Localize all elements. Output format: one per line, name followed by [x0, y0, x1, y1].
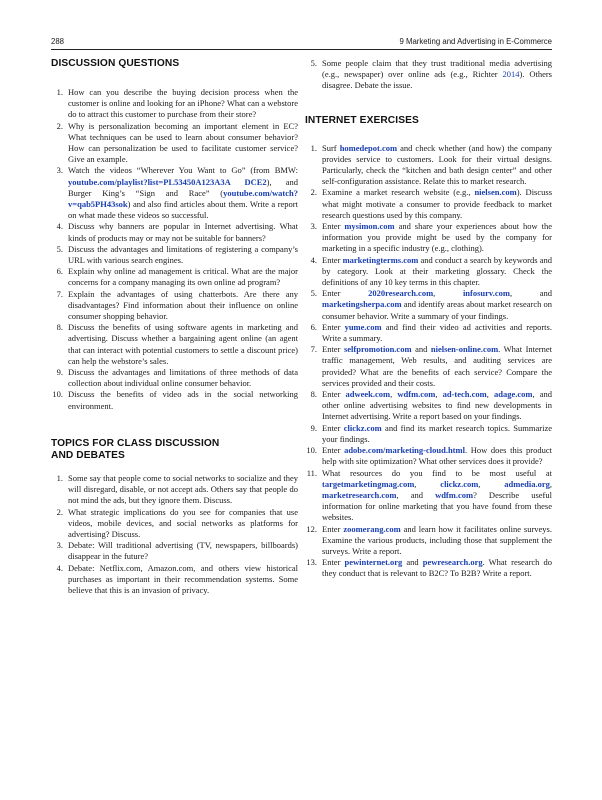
- list-item: 7. Explain the advantages of using chatterbots. Are there any disadvantages? Find information about their influence on online consumer shopping behavior.: [56, 288, 298, 322]
- web-link[interactable]: adobe.com/marketing-cloud.html: [344, 445, 465, 456]
- left-column: [51, 58, 298, 596]
- discussion-list: [51, 87, 298, 412]
- list-item: 1. Surf homedepot.com and check whether (and how) the company provides service to customers. Look for their virtual designs. Particularly, check the “kitchen and bath design center” and other self-configuration assistance. Relate this to market research.: [310, 142, 552, 187]
- list-item: 2. Why is personalization becoming an important element in EC? What techniques can be used to learn about consumer behavior? How can personalization be used to facilitate customer service? Give an example.: [56, 120, 298, 165]
- page-number: 288: [51, 37, 65, 46]
- web-link[interactable]: marketingterms.com: [342, 254, 419, 265]
- citation-link[interactable]: 2014: [502, 69, 520, 80]
- list-item: 1. Some say that people come to social networks to socialize and they will disregard, disable, or not accept ads. Others say that people do not mind the ads, but they ignore them. Discuss.: [56, 472, 298, 506]
- web-link[interactable]: adweek.com: [345, 389, 391, 400]
- web-link[interactable]: clickz.com: [440, 478, 479, 489]
- web-link[interactable]: admedia.org: [504, 478, 550, 489]
- web-link[interactable]: pewinternet.org: [344, 557, 403, 568]
- internet-list: [305, 143, 552, 580]
- list-item: 6. Explain why online ad management is critical. What are the major concerns for a company managing its own online ad program?: [56, 266, 298, 288]
- web-link[interactable]: zoomerang.com: [343, 523, 401, 534]
- list-item: 9. Enter clickz.com and find its market research topics. Summarize your findings.: [310, 422, 552, 444]
- web-link[interactable]: ad-tech.com: [442, 389, 487, 400]
- list-item: 4. Debate: Netflix.com, Amazon.com, and others view historical purchases as important in their recommendation systems. Some believe that this is an invasion of privacy.: [56, 562, 298, 595]
- list-item: 4. Enter marketingterms.com and conduct a search by keywords and by category. Look at their marketing glossary. Check the definitions of any 10 key terms in this chapter.: [310, 254, 552, 288]
- list-item: 10. Discuss the benefits of video ads in the social networking environment.: [52, 389, 298, 411]
- list-item: 3. Watch the videos “Wherever You Want to Go” (from BMW: youtube.com/playlist?list=PL53450A123A3A DCE2), and Burger King’s “Sign and Race” (youtube.com/watch?v=qab5PH43sok) and also find articles about them. Write a report on what made these videos so successful.: [56, 165, 298, 221]
- web-link[interactable]: marketingsherpa.com: [322, 299, 402, 310]
- list-item: 8. Enter adweek.com, wdfm.com, ad-tech.com, adage.com, and other online advertising websites to find new developments in Internet advertising. Write a report based on your findings.: [310, 389, 552, 422]
- internet-heading: INTERNET EXERCISES: [305, 114, 419, 126]
- list-item: 2. What strategic implications do you see for companies that use videos, mobile devices, and social networks as platforms for advertising? Discuss.: [56, 506, 298, 539]
- header-rule: [51, 49, 552, 50]
- list-item: 9. Discuss the advantages and limitations of three methods of data collection about individual online consumer behavior.: [56, 367, 298, 389]
- topics-list-continued: [305, 58, 552, 92]
- list-item: 13. Enter pewinternet.org and pewresearch.org. What research do they conduct that is relevant to B2C? To B2B? Write a report.: [306, 557, 552, 579]
- chapter-title: 9 Marketing and Advertising in E-Commerce: [399, 37, 552, 46]
- list-item: 3. Debate: Will traditional advertising (TV, newspapers, billboards) disappear in the future?: [56, 540, 298, 562]
- web-link[interactable]: infosurv.com: [462, 288, 510, 299]
- web-link[interactable]: adage.com: [494, 389, 533, 400]
- list-item: 5. Enter 2020research.com, infosurv.com, and marketingsherpa.com and identify areas about market research on consumer behavior. Write a summary of your findings.: [310, 288, 552, 321]
- list-item: 5. Discuss the advantages and limitations of registering a company’s URL with various search engines.: [56, 243, 298, 266]
- topics-list: [51, 473, 298, 596]
- web-link[interactable]: nielsen.com: [474, 187, 517, 198]
- list-item: 10. Enter adobe.com/marketing-cloud.html. How does this product help with site optimization? What other services does it provide?: [306, 445, 552, 467]
- web-link[interactable]: wdfm.com: [397, 389, 436, 400]
- list-item: 2. Examine a market research website (e.g., nielsen.com). Discuss what might motivate a consumer to provide feedback to market research questions used by this company.: [310, 187, 552, 220]
- web-link[interactable]: mysimon.com: [344, 221, 395, 232]
- topics-heading: TOPICS FOR CLASS DISCUSSION AND DEBATES: [51, 437, 220, 461]
- web-link[interactable]: yume.com: [344, 321, 382, 332]
- list-item: 12. Enter zoomerang.com and learn how it facilitates online surveys. Examine the various products, including those that supplement the surveys. Write a report.: [306, 523, 552, 556]
- list-item: 5. Some people claim that they trust traditional media advertising (e.g., newspaper) over online ads (e.g., Richter 2014). Others disagree. Debate the issue.: [310, 58, 552, 91]
- discussion-heading: DISCUSSION QUESTIONS: [51, 58, 180, 69]
- web-link[interactable]: nielsen-online.com: [430, 344, 499, 355]
- web-link[interactable]: clickz.com: [343, 422, 382, 433]
- web-link[interactable]: targetmarketingmag.com: [322, 478, 415, 489]
- right-column: [305, 58, 552, 580]
- web-link[interactable]: wdfm.com: [435, 489, 474, 500]
- list-item: 3. Enter mysimon.com and share your experiences about how the information you provide might be used by the company for marketing in a specific industry (e.g., clothing).: [310, 221, 552, 254]
- web-link[interactable]: homedepot.com: [339, 142, 398, 153]
- list-item: 4. Discuss why banners are popular in Internet advertising. What kinds of products may or may not be suitable for banners?: [56, 221, 298, 243]
- web-link[interactable]: selfpromotion.com: [343, 344, 412, 355]
- running-header: [51, 37, 552, 49]
- youtube-link[interactable]: youtube.com/playlist?list=PL53450A123A3A DCE2: [68, 176, 267, 187]
- list-item: 6. Enter yume.com and find their video ad activities and reports. Write a summary.: [310, 321, 552, 344]
- list-item: 8. Discuss the benefits of using software agents in marketing and advertising. Discuss whether a bargaining agent online (an agent that can interact with potential customers to settle a discount price) can help the webstore’s sales.: [56, 322, 298, 366]
- list-item: 1. How can you describe the buying decision process when the customer is online and looking for an iPhone? What can a webstore do to attract this customer to purchase from their store?: [56, 87, 298, 120]
- web-link[interactable]: 2020research.com: [368, 288, 434, 299]
- youtube-link[interactable]: youtube.com/watch?v=qab5PH43sok: [68, 187, 298, 210]
- web-link[interactable]: marketresearch.com: [322, 489, 397, 500]
- list-item: 7. Enter selfpromotion.com and nielsen-online.com. What Internet traffic management, Web results, and auditing services are provided? What are the benefits of each service? Compare the services provided and their costs.: [310, 344, 552, 388]
- list-item: 11. What resources do you find to be most useful at targetmarketingmag.com, clickz.com, admedia.org, marketresearch.com, and wdfm.com? Describe useful information for online marketing that you have found from these websites.: [306, 467, 552, 523]
- web-link[interactable]: pewresearch.org: [422, 557, 483, 568]
